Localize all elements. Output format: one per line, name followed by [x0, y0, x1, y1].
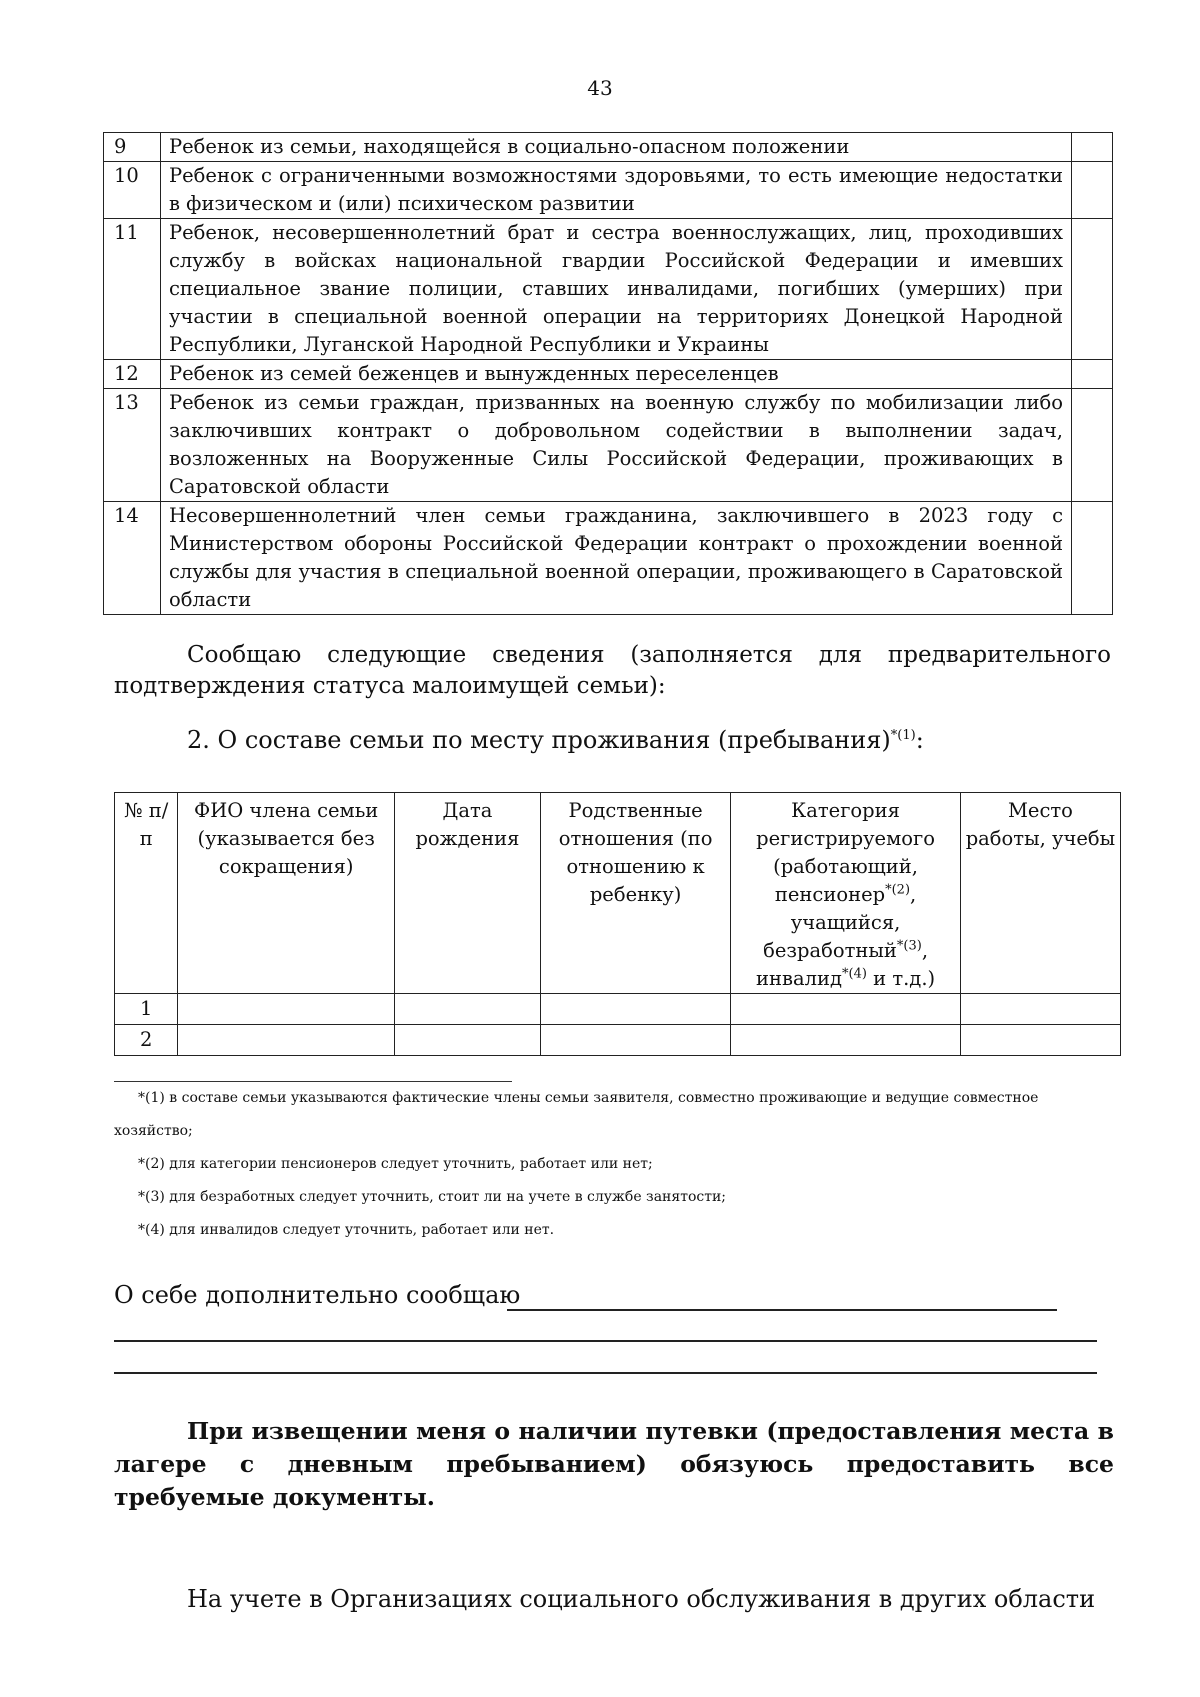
category-row	[104, 219, 1113, 360]
category-text: Ребенок, несовершеннолетний брат и сестра военнослужащих, лиц, проходивших службу в войсках национальной гвардии Российской Федерации и имевших специальное звание полиции, ставших инвалидами, погибших (умерших) при участии в специальной военной операции на территориях Донецкой Народной Республики, Луганской Народной Республики и Украины	[161, 219, 1072, 360]
category-text: Ребенок с ограниченными возможностями здоровьями, то есть имеющие недостатки в физическом и (или) психическом развитии	[161, 162, 1072, 219]
category-text-a: Категория регистрируемого (работающий, пенсионер	[756, 799, 935, 906]
header-category	[731, 793, 961, 994]
fio-cell[interactable]	[178, 1025, 395, 1056]
page-number: 43	[587, 76, 613, 100]
birth-cell[interactable]	[394, 994, 540, 1025]
category-mark-cell[interactable]	[1072, 219, 1113, 360]
category-text: Ребенок из семей беженцев и вынужденных переселенцев	[161, 360, 1072, 389]
category-row	[104, 162, 1113, 219]
category-number: 14	[104, 502, 161, 615]
category-mark-cell[interactable]	[1072, 389, 1113, 502]
family-table	[114, 792, 1121, 1056]
category-cell[interactable]	[731, 994, 961, 1025]
category-number: 11	[104, 219, 161, 360]
category-comma-1: ,	[910, 883, 917, 906]
category-mark-cell[interactable]	[1072, 162, 1113, 219]
category-text-c: инвалид	[756, 967, 842, 990]
category-comma-2: ,	[921, 939, 929, 962]
footnote-mark-3: *(3)	[896, 938, 922, 954]
header-fio: ФИО члена семьи (указывается без сокращения)	[178, 793, 395, 994]
footnote-mark-2: *(2)	[885, 882, 911, 898]
row-number: 1	[115, 994, 178, 1025]
category-row	[104, 133, 1113, 162]
work-cell[interactable]	[960, 994, 1120, 1025]
category-text-b: учащийся, безработный	[763, 911, 901, 962]
footnote-2: *(2) для категории пенсионеров следует уточнить, работает или нет;	[138, 1156, 653, 1172]
footnote-mark-1: *(1)	[890, 728, 916, 743]
relation-cell[interactable]	[540, 994, 730, 1025]
category-mark-cell[interactable]	[1072, 360, 1113, 389]
category-number: 10	[104, 162, 161, 219]
category-text-d: и т.д.)	[873, 967, 936, 990]
category-number: 9	[104, 133, 161, 162]
footnote-1: *(1) в составе семьи указываются фактические члены семьи заявителя, совместно проживающие и ведущие совместное хозяйство;	[114, 1090, 1039, 1139]
category-number: 12	[104, 360, 161, 389]
section-2-colon: :	[915, 726, 924, 754]
row-number: 2	[115, 1025, 178, 1056]
category-text: Ребенок из семьи граждан, призванных на военную службу по мобилизации либо заключивших контракт о добровольном содействии в выполнении задач, возложенных на Вооруженные Силы Российской Федерации, проживающих в Саратовской области	[161, 389, 1072, 502]
category-mark-cell[interactable]	[1072, 502, 1113, 615]
category-row	[104, 389, 1113, 502]
obligation-paragraph: При извещении меня о наличии путевки (предоставления места в лагере с дневным пребыванием) обязуюсь предоставить все требуемые документы.	[114, 1417, 1114, 1511]
header-relation: Родственные отношения (по отношению к ребенку)	[540, 793, 730, 994]
registration-paragraph: На учете в Организациях социального обслуживания в других области	[187, 1585, 1096, 1613]
header-work: Место работы, учебы	[960, 793, 1120, 994]
footnote-3: *(3) для безработных следует уточнить, стоит ли на учете в службе занятости;	[138, 1189, 727, 1205]
about-input-line-3[interactable]	[114, 1372, 1097, 1374]
category-text: Ребенок из семьи, находящейся в социально-опасном положении	[161, 133, 1072, 162]
header-birth: Дата рождения	[394, 793, 540, 994]
family-row	[115, 1025, 1121, 1056]
about-input-line-2[interactable]	[114, 1340, 1097, 1342]
category-row	[104, 360, 1113, 389]
category-cell[interactable]	[731, 1025, 961, 1056]
relation-cell[interactable]	[540, 1025, 730, 1056]
about-label: О себе дополнительно сообщаю	[114, 1281, 521, 1309]
header-num: № п/п	[115, 793, 178, 994]
work-cell[interactable]	[960, 1025, 1120, 1056]
category-text: Несовершеннолетний член семьи гражданина, заключившего в 2023 году с Министерством обороны Российской Федерации контракт о прохождении военной службы для участия в специальной военной операции, проживающего в Саратовской области	[161, 502, 1072, 615]
birth-cell[interactable]	[394, 1025, 540, 1056]
section-2-title	[187, 726, 924, 754]
categories-table	[103, 132, 1113, 615]
footnote-mark-4: *(4)	[842, 966, 867, 982]
category-number: 13	[104, 389, 161, 502]
intro-paragraph: Сообщаю следующие сведения (заполняется для предварительного подтверждения статуса малоимущей семьи):	[114, 642, 1111, 699]
family-row	[115, 994, 1121, 1025]
section-2-title-text: 2. О составе семьи по месту проживания (пребывания)	[187, 726, 891, 754]
footnote-4: *(4) для инвалидов следует уточнить, работает или нет.	[138, 1222, 555, 1238]
about-input-line-1[interactable]	[507, 1309, 1057, 1311]
fio-cell[interactable]	[178, 994, 395, 1025]
category-mark-cell[interactable]	[1072, 133, 1113, 162]
category-row	[104, 502, 1113, 615]
